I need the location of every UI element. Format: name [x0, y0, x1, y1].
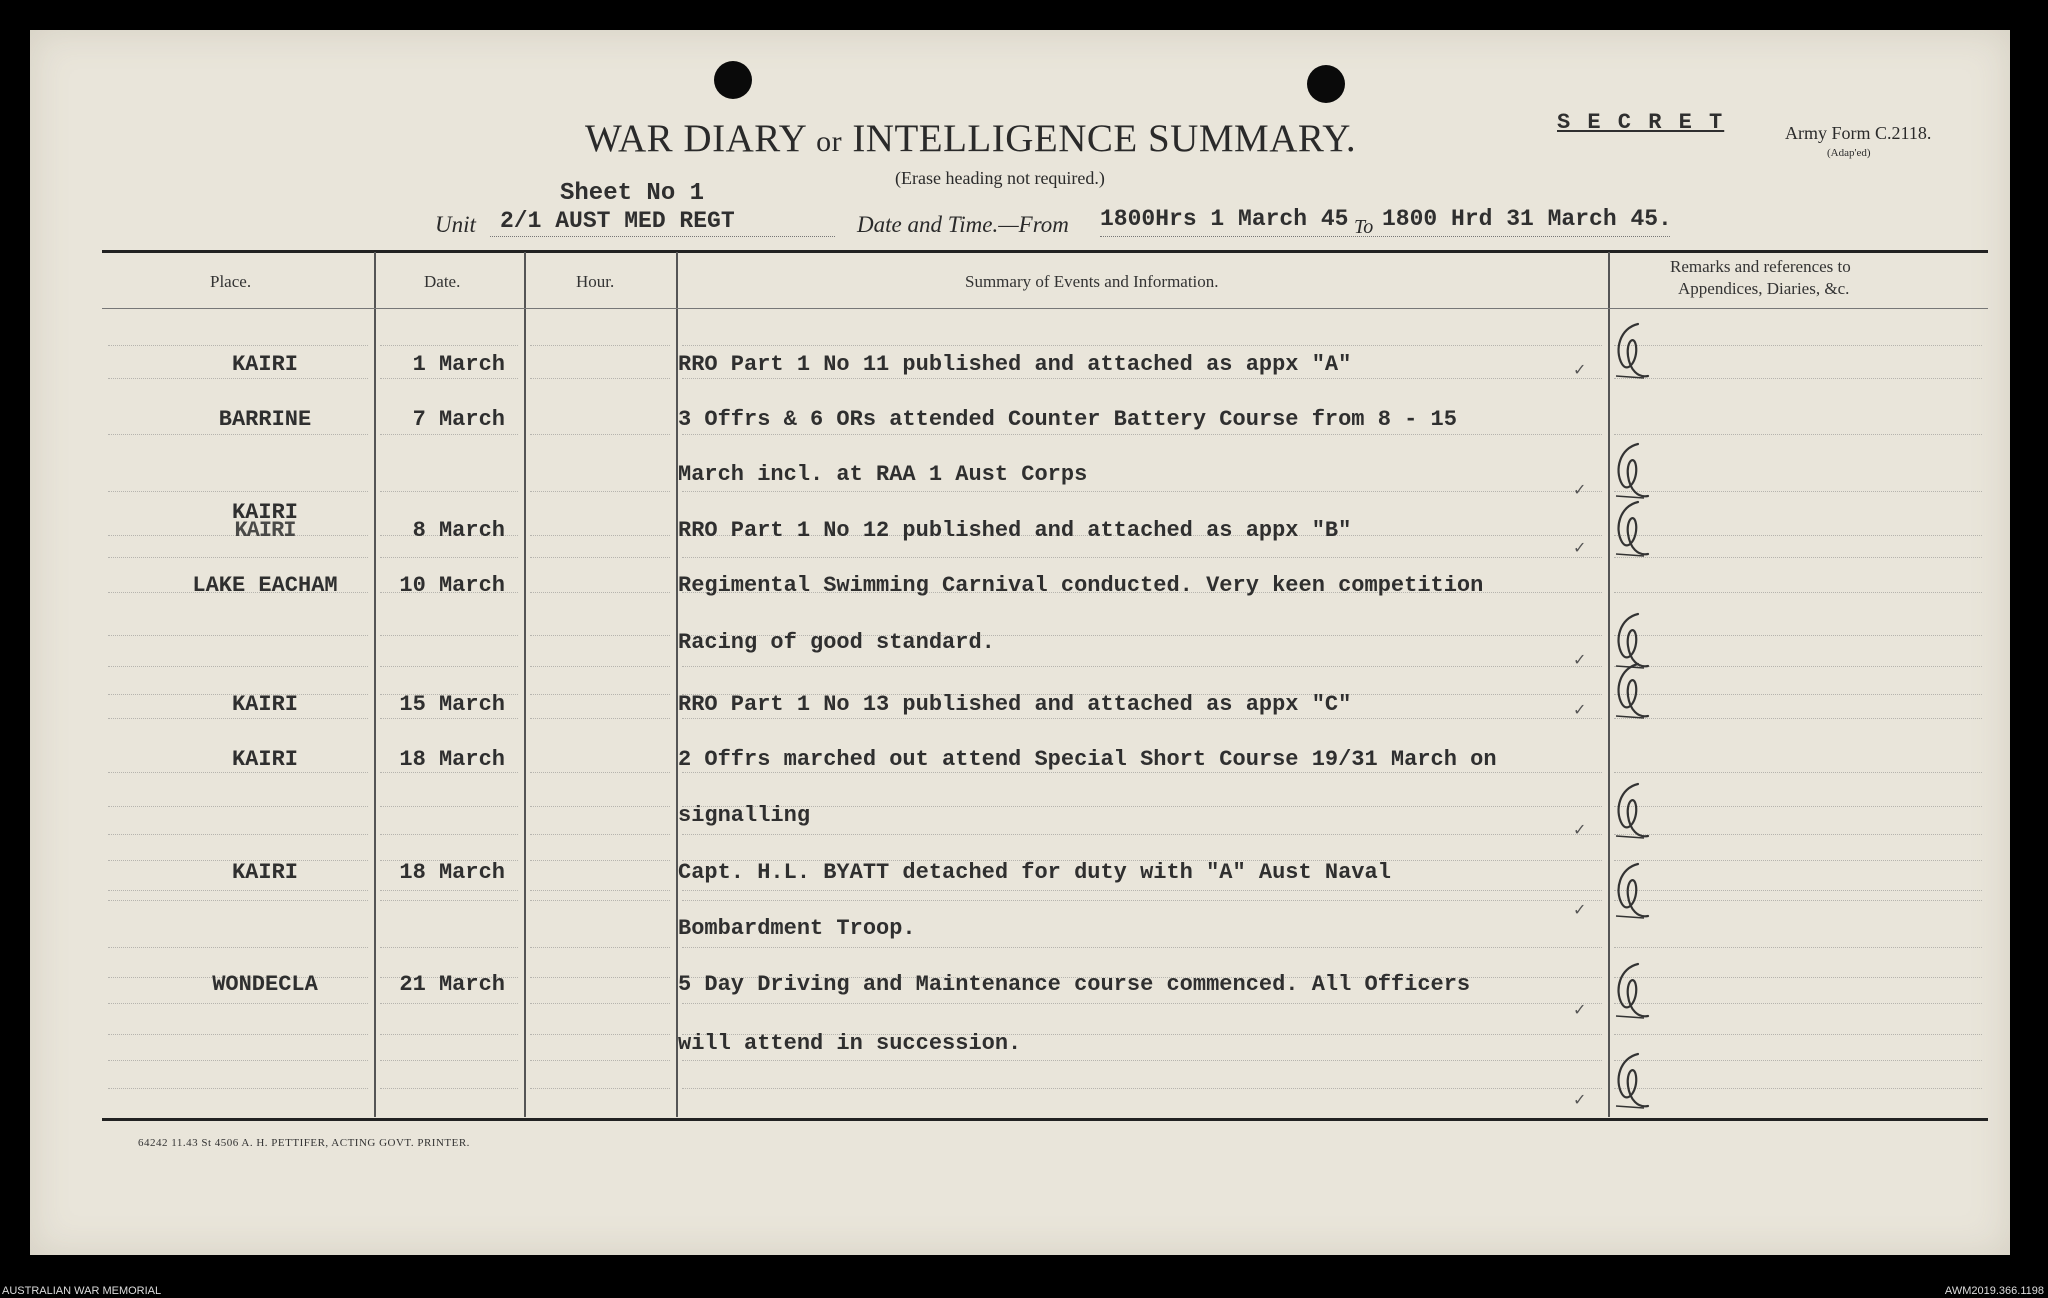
entry-date: 8 March: [412, 518, 505, 543]
row-dotted-line: [1614, 491, 1982, 492]
entry-summary: March incl. at RAA 1 Aust Corps: [678, 462, 1088, 487]
row-dotted-line: [682, 378, 1602, 379]
row-dotted-line: [380, 345, 518, 346]
sheet-number: Sheet No 1: [560, 180, 705, 207]
unit-value: 2/1 AUST MED REGT: [500, 208, 735, 234]
row-dotted-line: [530, 1060, 670, 1061]
initials-signature-icon: [1608, 440, 1658, 502]
secret-stamp: S E C R E T: [1557, 110, 1725, 135]
entry-place: KAIRI: [231, 747, 298, 772]
row-dotted-line: [530, 834, 670, 835]
row-dotted-line: [380, 1088, 518, 1089]
row-dotted-line: [1614, 1088, 1982, 1089]
row-dotted-line: [380, 834, 518, 835]
initials-signature-icon: [1608, 780, 1658, 842]
row-dotted-line: [682, 345, 1602, 346]
row-dotted-line: [380, 434, 518, 435]
row-dotted-line: [530, 434, 670, 435]
row-dotted-line: [108, 491, 368, 492]
date-time-label: Date and Time.—From: [857, 212, 1069, 237]
initials-signature-icon: [1608, 320, 1658, 382]
row-dotted-line: [380, 890, 518, 891]
row-dotted-line: [530, 1003, 670, 1004]
row-dotted-line: [380, 1060, 518, 1061]
entry-date: 7 March: [412, 407, 505, 432]
row-dotted-line: [682, 834, 1602, 835]
entry-summary: Capt. H.L. BYATT detached for duty with "A" Aust Naval: [678, 860, 1391, 885]
from-value: 1800Hrs 1 March 45: [1100, 206, 1349, 232]
row-dotted-line: [108, 666, 368, 667]
row-dotted-line: [108, 434, 368, 435]
row-dotted-line: [108, 1088, 368, 1089]
printer-imprint: 64242 11.43 St 4506 A. H. PETTIFER, ACTING GOVT. PRINTER.: [138, 1137, 470, 1149]
unit-label: Unit: [435, 212, 476, 237]
entry-date: 21 March: [399, 972, 505, 997]
row-dotted-line: [530, 666, 670, 667]
row-dotted-line: [380, 1034, 518, 1035]
column-header-date: Date.: [424, 272, 461, 291]
row-dotted-line: [108, 834, 368, 835]
row-dotted-line: [380, 491, 518, 492]
row-dotted-line: [530, 378, 670, 379]
row-dotted-line: [530, 635, 670, 636]
row-dotted-line: [108, 345, 368, 346]
date-time-underline: [1100, 236, 1670, 237]
row-dotted-line: [108, 635, 368, 636]
entry-date: 18 March: [399, 860, 505, 885]
row-dotted-line: [530, 890, 670, 891]
entry-summary: Bombardment Troop.: [678, 916, 916, 941]
row-dotted-line: [1614, 718, 1982, 719]
row-dotted-line: [1614, 772, 1982, 773]
row-dotted-line: [530, 1088, 670, 1089]
title-intelligence-summary: INTELLIGENCE SUMMARY.: [852, 117, 1357, 160]
row-dotted-line: [530, 491, 670, 492]
row-dotted-line: [1614, 592, 1982, 593]
punch-hole-right: [1307, 65, 1345, 103]
adapted-note: (Adap'ed): [1827, 147, 1871, 159]
entry-date: 10 March: [399, 573, 505, 598]
row-dotted-line: [108, 378, 368, 379]
row-dotted-line: [108, 806, 368, 807]
entry-place-overtyped: KAIRI: [234, 518, 296, 543]
row-dotted-line: [530, 718, 670, 719]
row-dotted-line: [1614, 977, 1982, 978]
entry-place: KAIRI: [231, 860, 298, 885]
row-dotted-line: [682, 434, 1602, 435]
row-dotted-line: [682, 1003, 1602, 1004]
entry-summary: 5 Day Driving and Maintenance course commenced. All Officers: [678, 972, 1471, 997]
row-dotted-line: [682, 890, 1602, 891]
to-label: To: [1354, 216, 1374, 238]
row-dotted-line: [1614, 834, 1982, 835]
entry-summary: RRO Part 1 No 13 published and attached as appx "C": [678, 692, 1352, 717]
row-dotted-line: [380, 666, 518, 667]
row-dotted-line: [1614, 860, 1982, 861]
row-dotted-line: [530, 772, 670, 773]
entry-date: 18 March: [399, 747, 505, 772]
row-dotted-line: [1614, 666, 1982, 667]
row-dotted-line: [530, 806, 670, 807]
entry-place: KAIRI: [231, 500, 298, 525]
check-mark-icon: ✓: [1573, 820, 1587, 839]
row-dotted-line: [682, 900, 1602, 901]
row-dotted-line: [1614, 535, 1982, 536]
entry-date: 15 March: [399, 692, 505, 717]
initials-signature-icon: [1608, 960, 1658, 1022]
row-dotted-line: [1614, 378, 1982, 379]
row-dotted-line: [682, 1060, 1602, 1061]
row-dotted-line: [682, 491, 1602, 492]
row-dotted-line: [108, 772, 368, 773]
row-dotted-line: [1614, 900, 1982, 901]
row-dotted-line: [1614, 434, 1982, 435]
page-title: [585, 116, 1356, 161]
archive-caption-left: AUSTRALIAN WAR MEMORIAL: [2, 1285, 162, 1297]
row-dotted-line: [108, 1003, 368, 1004]
title-war-diary: WAR DIARY: [585, 117, 806, 160]
row-dotted-line: [108, 890, 368, 891]
row-dotted-line: [380, 718, 518, 719]
row-dotted-line: [1614, 947, 1982, 948]
row-dotted-line: [682, 557, 1602, 558]
row-dotted-line: [1614, 1034, 1982, 1035]
row-dotted-line: [380, 900, 518, 901]
entry-summary: signalling: [678, 803, 811, 828]
row-dotted-line: [380, 1003, 518, 1004]
table-top-rule: [102, 250, 1988, 253]
row-dotted-line: [380, 947, 518, 948]
row-dotted-line: [530, 947, 670, 948]
initials-signature-icon: [1608, 1050, 1658, 1112]
row-dotted-line: [530, 694, 670, 695]
row-dotted-line: [1614, 345, 1982, 346]
entry-summary: 2 Offrs marched out attend Special Short Course 19/31 March on: [678, 747, 1497, 772]
table-bottom-rule: [102, 1118, 1988, 1121]
entry-date: 1 March: [412, 352, 505, 377]
title-or: or: [816, 125, 843, 158]
row-dotted-line: [1614, 694, 1982, 695]
row-dotted-line: [682, 772, 1602, 773]
check-mark-icon: ✓: [1573, 700, 1587, 719]
entry-place: LAKE EACHAM: [192, 573, 338, 598]
entry-place: WONDECLA: [212, 972, 318, 997]
to-value: 1800 Hrd 31 March 45.: [1382, 206, 1672, 232]
row-dotted-line: [682, 1088, 1602, 1089]
header-underline: [102, 308, 1988, 309]
column-header-remarks-line2: Appendices, Diaries, &c.: [1678, 279, 1850, 298]
row-dotted-line: [530, 900, 670, 901]
initials-signature-icon: [1608, 660, 1658, 722]
row-dotted-line: [1614, 635, 1982, 636]
entry-place: KAIRI: [231, 352, 298, 377]
column-header-hour: Hour.: [576, 272, 615, 291]
row-dotted-line: [682, 806, 1602, 807]
entry-summary: Racing of good standard.: [678, 630, 995, 655]
row-dotted-line: [108, 557, 368, 558]
punch-hole-left: [714, 61, 752, 99]
row-dotted-line: [108, 947, 368, 948]
diary-sheet: [30, 30, 2010, 1255]
entry-place: BARRINE: [218, 407, 312, 432]
archive-caption-right: AWM2019.366.1198: [1944, 1285, 2044, 1297]
row-dotted-line: [108, 718, 368, 719]
row-dotted-line: [108, 1034, 368, 1035]
row-dotted-line: [108, 1060, 368, 1061]
column-header-place: Place.: [210, 272, 252, 291]
row-dotted-line: [1614, 890, 1982, 891]
row-dotted-line: [380, 557, 518, 558]
row-dotted-line: [380, 772, 518, 773]
row-dotted-line: [380, 378, 518, 379]
row-dotted-line: [530, 345, 670, 346]
row-dotted-line: [530, 535, 670, 536]
row-dotted-line: [682, 666, 1602, 667]
row-dotted-line: [108, 900, 368, 901]
check-mark-icon: ✓: [1573, 538, 1587, 557]
check-mark-icon: ✓: [1573, 900, 1587, 919]
row-dotted-line: [682, 718, 1602, 719]
entry-summary: RRO Part 1 No 11 published and attached as appx "A": [678, 352, 1352, 377]
row-dotted-line: [380, 635, 518, 636]
row-dotted-line: [1614, 1003, 1982, 1004]
check-mark-icon: ✓: [1573, 650, 1587, 669]
row-dotted-line: [1614, 557, 1982, 558]
entry-summary: Regimental Swimming Carnival conducted. Very keen competition: [678, 573, 1484, 598]
row-dotted-line: [530, 557, 670, 558]
row-dotted-line: [530, 1034, 670, 1035]
army-form-number: Army Form C.2118.: [1785, 123, 1932, 143]
check-mark-icon: ✓: [1573, 1090, 1587, 1109]
column-header-summary: Summary of Events and Information.: [965, 272, 1219, 291]
row-dotted-line: [682, 947, 1602, 948]
row-dotted-line: [1614, 1060, 1982, 1061]
erase-note: (Erase heading not required.): [895, 168, 1105, 188]
entry-summary: RRO Part 1 No 12 published and attached as appx "B": [678, 518, 1352, 543]
check-mark-icon: ✓: [1573, 480, 1587, 499]
initials-signature-icon: [1608, 860, 1658, 922]
row-dotted-line: [380, 806, 518, 807]
row-dotted-line: [530, 977, 670, 978]
divider-date-hour: [524, 252, 526, 1117]
entry-place: KAIRI: [231, 692, 298, 717]
check-mark-icon: ✓: [1573, 360, 1587, 379]
initials-signature-icon: [1608, 498, 1658, 560]
unit-underline: [490, 236, 835, 237]
column-header-remarks-line1: Remarks and references to: [1670, 257, 1851, 276]
row-dotted-line: [530, 860, 670, 861]
row-dotted-line: [1614, 806, 1982, 807]
row-dotted-line: [530, 592, 670, 593]
entry-summary: will attend in succession.: [678, 1031, 1022, 1056]
entry-summary: 3 Offrs & 6 ORs attended Counter Battery Course from 8 - 15: [678, 407, 1457, 432]
check-mark-icon: ✓: [1573, 1000, 1587, 1019]
